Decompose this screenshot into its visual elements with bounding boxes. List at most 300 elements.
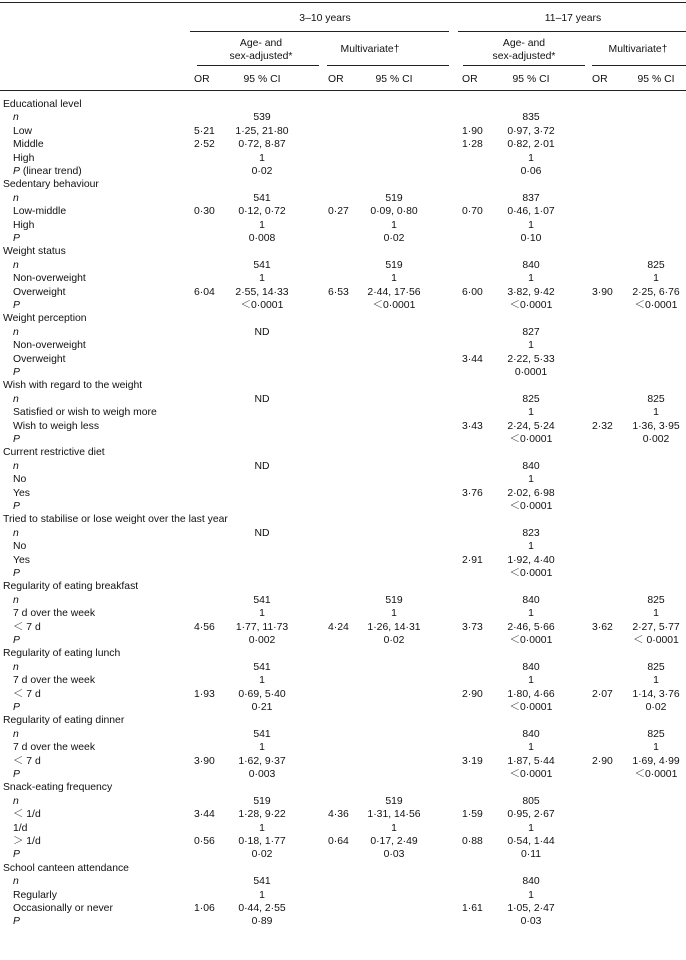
odds-ratio-cell: 1·28: [462, 139, 483, 151]
ci-cell: 0·008: [248, 233, 276, 244]
statistic-symbol: P: [13, 233, 20, 244]
statistic-symbol: n: [13, 192, 19, 204]
ci-cell: 1: [528, 608, 534, 620]
model-header-line: sex-adjusted*: [492, 51, 556, 62]
category-label: Non-overweight: [13, 340, 86, 352]
odds-ratio-cell: 1·93: [194, 688, 215, 700]
ci-cell: 825: [647, 728, 665, 740]
or-column-header: OR: [194, 74, 210, 85]
ci-cell: 539: [253, 112, 271, 124]
ci-column-header: 95 % CI: [375, 74, 413, 85]
row-label: [13, 835, 41, 848]
ci-cell: 1: [259, 742, 265, 754]
category-label: Overweight: [13, 286, 66, 298]
category-label: Regularly: [13, 889, 57, 901]
ci-cell: 3·82, 9·42: [507, 286, 555, 298]
ci-cell: 2·22, 5·33: [507, 353, 555, 365]
row-label: [13, 219, 34, 232]
row-label: [13, 125, 32, 138]
section-title: Regularity of eating lunch: [3, 648, 121, 660]
ci-cell: 1: [528, 340, 534, 352]
odds-ratio-cell: 4·24: [328, 621, 349, 633]
row-label: [13, 500, 20, 513]
ci-cell: 2·44, 17·56: [367, 286, 421, 298]
ci-cell: 0·89: [251, 916, 273, 928]
row-label: [13, 433, 20, 446]
ci-cell: 0·69, 5·40: [238, 688, 286, 700]
statistic-symbol: P: [13, 635, 20, 646]
category-label: ＞ 1/d: [13, 836, 41, 847]
ci-cell: 0·44, 2·55: [238, 903, 286, 914]
ci-column-header: 95 % CI: [243, 74, 281, 85]
odds-ratio-cell: 6·00: [462, 286, 483, 298]
row-label: [13, 286, 66, 299]
category-label: ＜ 1/d: [13, 809, 41, 821]
row-label: [13, 259, 19, 272]
ci-cell: 1·80, 4·66: [507, 688, 555, 700]
ci-cell: ＜0·0001: [240, 300, 284, 311]
model-rule: [592, 65, 686, 66]
ci-cell: 0·02: [251, 849, 273, 861]
row-label: [13, 661, 19, 674]
statistic-symbol: n: [13, 112, 19, 124]
odds-ratio-cell: 0·27: [328, 206, 349, 218]
ci-cell: 825: [647, 259, 665, 271]
ci-cell: 519: [385, 192, 403, 204]
age-group-rule: [458, 31, 686, 32]
model-rule: [463, 65, 585, 66]
row-label: [13, 768, 20, 781]
ci-cell: 827: [522, 326, 540, 338]
category-label: Satisfied or wish to weigh more: [13, 407, 157, 419]
odds-ratio-cell: 1·59: [462, 809, 483, 821]
statistic-symbol: P: [13, 300, 20, 311]
model-header: [341, 43, 400, 56]
ci-cell: 1·26, 14·31: [367, 621, 421, 633]
odds-ratio-cell: 2·90: [592, 755, 613, 767]
section-title: Current restrictive diet: [3, 447, 105, 459]
ci-cell: 1·62, 9·37: [238, 755, 286, 767]
ci-cell: 0·09, 0·80: [370, 206, 418, 218]
ci-cell: 0·03: [383, 849, 405, 861]
ci-cell: 541: [253, 259, 271, 271]
ci-cell: 1: [653, 273, 659, 285]
row-label: [13, 902, 113, 915]
category-label: Low: [13, 125, 33, 137]
row-label: [13, 889, 57, 902]
row-label: [13, 701, 20, 714]
row-label: [13, 728, 19, 741]
odds-ratio-cell: 0·70: [462, 206, 483, 218]
ci-cell: 1: [391, 822, 397, 834]
statistic-symbol: n: [13, 795, 19, 807]
ci-cell: 2·55, 14·33: [235, 286, 289, 298]
model-header: [493, 37, 556, 63]
statistic-symbol: P: [13, 769, 20, 780]
ci-cell: 2·27, 5·77: [632, 621, 680, 633]
model-header-line: sex-adjusted*: [229, 51, 293, 62]
ci-column-header: 95 % CI: [637, 74, 675, 85]
row-label: [13, 152, 34, 165]
category-label: 7 d over the week: [13, 742, 96, 754]
model-header-line: Age- and: [239, 38, 283, 49]
section-title: School canteen attendance: [3, 862, 129, 874]
row-label: [13, 808, 41, 821]
ci-cell: ＜0·0001: [509, 568, 553, 579]
ci-cell: 1: [653, 407, 659, 419]
ci-cell: 825: [647, 594, 665, 606]
category-label: Yes: [13, 487, 30, 499]
odds-ratio-cell: 0·30: [194, 206, 215, 218]
row-label: [13, 688, 41, 701]
ci-cell: 1·69, 4·99: [632, 755, 680, 767]
ci-cell: 840: [522, 460, 540, 472]
statistic-symbol: P: [13, 501, 20, 512]
odds-ratio-cell: 3·44: [194, 809, 215, 821]
ci-cell: 0·95, 2·67: [507, 809, 555, 821]
row-label: [13, 540, 26, 553]
ci-cell: 0·003: [248, 769, 276, 780]
category-label: Overweight: [13, 353, 66, 365]
statistic-symbol: P: [13, 916, 20, 928]
statistic-symbol: P: [13, 434, 20, 445]
ci-cell: 1: [391, 608, 397, 620]
ci-cell: ＜0·0001: [509, 702, 553, 713]
row-label: [13, 460, 19, 473]
section-title: Educational level: [3, 99, 82, 110]
ci-cell: 840: [522, 594, 540, 606]
ci-cell: 0·54, 1·44: [507, 836, 555, 847]
odds-ratio-cell: 2·32: [592, 420, 613, 432]
statistic-symbol: n: [13, 728, 19, 740]
ci-cell: 0·0001: [514, 367, 548, 378]
category-label: Low-middle: [13, 206, 67, 218]
ci-cell: 0·10: [520, 233, 542, 244]
ci-cell: ＜0·0001: [372, 300, 416, 311]
odds-ratio-cell: 1·06: [194, 903, 215, 914]
odds-ratio-cell: 3·73: [462, 621, 483, 633]
model-header: [230, 37, 293, 63]
row-label: [13, 607, 95, 620]
row-label: [13, 366, 20, 379]
row-label: [13, 755, 41, 768]
ci-cell: 1·28, 9·22: [238, 809, 286, 821]
category-label: 7 d over the week: [13, 608, 96, 620]
ci-cell: 1: [528, 822, 534, 834]
row-label: [13, 299, 20, 312]
category-label: 7 d over the week: [13, 675, 96, 687]
ci-cell: 0·72, 8·87: [238, 139, 286, 151]
ci-cell: 1·31, 14·56: [367, 809, 421, 821]
category-label: Wish to weigh less: [13, 420, 100, 432]
row-label: [13, 741, 95, 754]
row-label: [13, 192, 19, 205]
odds-ratio-cell: 6·53: [328, 286, 349, 298]
ci-cell: 0·18, 1·77: [238, 836, 286, 847]
ci-cell: 0·002: [642, 434, 670, 445]
category-label: High: [13, 219, 35, 231]
ci-cell: 0·46, 1·07: [507, 206, 555, 218]
ci-cell: 1: [259, 608, 265, 620]
ci-cell: 2·25, 6·76: [632, 286, 680, 298]
ci-cell: ND: [254, 326, 270, 338]
ci-cell: 1: [528, 742, 534, 754]
ci-cell: 1: [259, 152, 265, 164]
statistic-symbol: P: [13, 166, 20, 177]
ci-cell: 1: [528, 889, 534, 901]
ci-cell: 1: [528, 407, 534, 419]
row-label: [13, 420, 99, 433]
ci-cell: 1: [528, 541, 534, 553]
odds-ratio-cell: 0·88: [462, 836, 483, 847]
row-label: [13, 165, 82, 178]
ci-cell: 541: [253, 192, 271, 204]
category-label: Middle: [13, 139, 44, 151]
row-label: [13, 527, 19, 540]
row-label: [13, 567, 20, 580]
ci-cell: 825: [647, 661, 665, 673]
or-column-header: OR: [592, 74, 608, 85]
ci-cell: 541: [253, 661, 271, 673]
ci-cell: 1·25, 21·80: [235, 125, 289, 137]
model-rule: [327, 65, 449, 66]
row-label: [13, 111, 19, 124]
ci-cell: 0·02: [645, 702, 667, 713]
ci-cell: 1: [653, 675, 659, 687]
age-group-rule: [190, 31, 449, 32]
row-label: [13, 795, 19, 808]
odds-ratio-cell: 6·04: [194, 286, 215, 298]
ci-cell: 825: [522, 393, 540, 405]
odds-ratio-cell: 2·07: [592, 688, 613, 700]
row-label: [13, 232, 20, 245]
row-label: [13, 674, 95, 687]
category-label: Occasionally or never: [13, 903, 113, 914]
statistic-symbol: P: [13, 702, 20, 713]
category-label: No: [13, 474, 27, 486]
ci-cell: 1·14, 3·76: [632, 688, 680, 700]
ci-cell: 1: [259, 675, 265, 687]
ci-cell: 840: [522, 259, 540, 271]
ci-cell: 541: [253, 594, 271, 606]
ci-cell: 1: [259, 822, 265, 834]
category-label: 1/d: [13, 822, 28, 834]
statistic-symbol: n: [13, 326, 19, 338]
model-header-line: Multivariate†: [340, 44, 400, 55]
ci-cell: 0·21: [251, 702, 273, 713]
statistic-symbol: P: [13, 568, 20, 579]
ci-cell: 0·12, 0·72: [238, 206, 286, 218]
category-label: ＜ 7 d: [13, 621, 41, 633]
ci-cell: 2·46, 5·66: [507, 621, 555, 633]
age-group-header: 11–17 years: [544, 13, 602, 24]
statistic-symbol: n: [13, 661, 19, 673]
ci-cell: 1: [653, 608, 659, 620]
row-label: [13, 138, 44, 151]
odds-ratio-cell: 2·90: [462, 688, 483, 700]
row-label: [13, 205, 66, 218]
ci-cell: ＜0·0001: [509, 300, 553, 311]
odds-ratio-cell: 2·91: [462, 554, 483, 566]
odds-ratio-cell: 4·36: [328, 809, 349, 821]
ci-cell: 1: [528, 152, 534, 164]
ci-cell: 2·02, 6·98: [507, 487, 555, 499]
ci-cell: 519: [385, 259, 403, 271]
ci-cell: 825: [647, 393, 665, 405]
row-label: [13, 272, 86, 285]
ci-cell: 0·06: [520, 166, 542, 177]
category-label: ＜ 7 d: [13, 755, 41, 767]
ci-cell: 2·24, 5·24: [507, 420, 555, 432]
odds-ratio-cell: 3·90: [194, 755, 215, 767]
ci-cell: 1·92, 4·40: [507, 554, 555, 566]
odds-ratio-cell: 3·44: [462, 353, 483, 365]
ci-cell: 0·002: [248, 635, 276, 646]
ci-cell: 519: [385, 594, 403, 606]
ci-cell: 1: [391, 219, 397, 231]
odds-ratio-cell: 1·90: [462, 125, 483, 137]
ci-cell: ND: [254, 527, 270, 539]
ci-cell: 0·17, 2·49: [370, 836, 418, 847]
or-column-header: OR: [462, 74, 478, 85]
ci-cell: ＜0·0001: [634, 769, 678, 780]
ci-cell: 0·03: [520, 916, 542, 928]
row-label: [13, 621, 41, 634]
statistic-symbol: n: [13, 393, 19, 405]
ci-cell: ＜0·0001: [509, 434, 553, 445]
ci-cell: 837: [522, 192, 540, 204]
ci-cell: 1·87, 5·44: [507, 755, 555, 767]
ci-cell: 1: [528, 474, 534, 486]
section-title: Weight perception: [3, 313, 87, 325]
model-rule: [197, 65, 319, 66]
ci-cell: 1: [391, 273, 397, 285]
ci-cell: 0·02: [383, 635, 405, 646]
ci-cell: 1·36, 3·95: [632, 420, 680, 432]
statistic-symbol: P: [13, 849, 20, 861]
odds-ratio-cell: 1·61: [462, 903, 483, 914]
section-title: Weight status: [3, 246, 66, 258]
section-title: Regularity of eating dinner: [3, 715, 125, 727]
ci-cell: 1: [259, 273, 265, 285]
ci-cell: 541: [253, 728, 271, 740]
ci-cell: 1·05, 2·47: [507, 903, 555, 914]
odds-ratio-cell: 2·52: [194, 139, 215, 151]
age-group-header: 3–10 years: [299, 13, 351, 24]
ci-cell: 1: [528, 219, 534, 231]
ci-cell: ND: [254, 393, 270, 405]
ci-cell: 840: [522, 876, 540, 888]
row-label: [13, 326, 19, 339]
ci-cell: ＜0·0001: [509, 635, 553, 646]
odds-ratio-cell: 4·56: [194, 621, 215, 633]
section-title: Snack-eating frequency: [3, 782, 113, 794]
category-label: Yes: [13, 554, 30, 566]
category-label: Non-overweight: [13, 273, 86, 285]
row-label: [13, 594, 19, 607]
row-label: [13, 393, 19, 406]
odds-ratio-cell: 3·43: [462, 420, 483, 432]
ci-cell: 0·82, 2·01: [507, 139, 555, 151]
row-label: [13, 822, 27, 835]
ci-cell: 840: [522, 661, 540, 673]
odds-ratio-cell: 3·19: [462, 755, 483, 767]
ci-cell: 1·77, 11·73: [235, 621, 289, 633]
ci-cell: 0·11: [520, 849, 542, 861]
ci-cell: 1: [653, 742, 659, 754]
model-header-line: Age- and: [502, 38, 546, 49]
row-label: [13, 554, 30, 567]
ci-cell: 519: [385, 795, 403, 807]
category-label: No: [13, 541, 27, 553]
row-label: [13, 339, 86, 352]
ci-cell: ND: [254, 460, 270, 472]
model-header: [609, 43, 668, 56]
row-label: [13, 848, 20, 861]
category-label: High: [13, 152, 35, 164]
top-rule: [0, 2, 686, 3]
statistic-symbol: P: [13, 367, 20, 378]
odds-ratio-cell: 0·64: [328, 836, 349, 847]
section-title: Regularity of eating breakfast: [3, 581, 139, 593]
or-column-header: OR: [328, 74, 344, 85]
odds-ratio-cell: 3·76: [462, 487, 483, 499]
ci-cell: ＜0·0001: [509, 769, 553, 780]
row-label: [13, 487, 30, 500]
ci-cell: ＜0·0001: [634, 300, 678, 311]
model-header-line: Multivariate†: [608, 44, 668, 55]
ci-cell: ＜0·0001: [509, 501, 553, 512]
ci-cell: 0·02: [383, 233, 405, 244]
ci-cell: 823: [522, 527, 540, 539]
ci-cell: 1: [259, 219, 265, 231]
row-label: [13, 875, 19, 888]
ci-cell: 1: [259, 889, 265, 901]
odds-ratio-cell: 3·62: [592, 621, 613, 633]
ci-cell: 1: [528, 675, 534, 687]
row-label: [13, 473, 26, 486]
statistic-symbol: n: [13, 527, 19, 539]
section-title: Tried to stabilise or lose weight over the last year: [3, 514, 228, 526]
statistic-symbol: n: [13, 259, 19, 271]
section-title: Sedentary behaviour: [3, 179, 99, 191]
ci-cell: ＜ 0·0001: [633, 635, 679, 646]
ci-cell: 1: [528, 273, 534, 285]
ci-cell: 541: [253, 876, 271, 888]
row-label: [13, 634, 20, 647]
statistic-symbol: n: [13, 594, 19, 606]
ci-cell: 0·02: [251, 166, 273, 177]
statistic-symbol: n: [13, 876, 19, 888]
odds-ratio-cell: 3·90: [592, 286, 613, 298]
ci-cell: 0·97, 3·72: [507, 125, 555, 137]
row-label: [13, 353, 66, 366]
row-label: [13, 915, 20, 928]
ci-column-header: 95 % CI: [512, 74, 550, 85]
ci-cell: 805: [522, 795, 540, 807]
section-title: Wish with regard to the weight: [3, 380, 143, 392]
ci-cell: 840: [522, 728, 540, 740]
category-label: ＜ 7 d: [13, 688, 41, 700]
header-bottom-rule: [0, 90, 686, 91]
ci-cell: 835: [522, 112, 540, 124]
row-label-suffix: (linear trend): [19, 166, 82, 177]
odds-ratio-cell: 0·56: [194, 836, 215, 847]
odds-ratio-cell: 5·21: [194, 125, 215, 137]
statistic-symbol: n: [13, 460, 19, 472]
ci-cell: 519: [253, 795, 271, 807]
row-label: [13, 406, 157, 419]
